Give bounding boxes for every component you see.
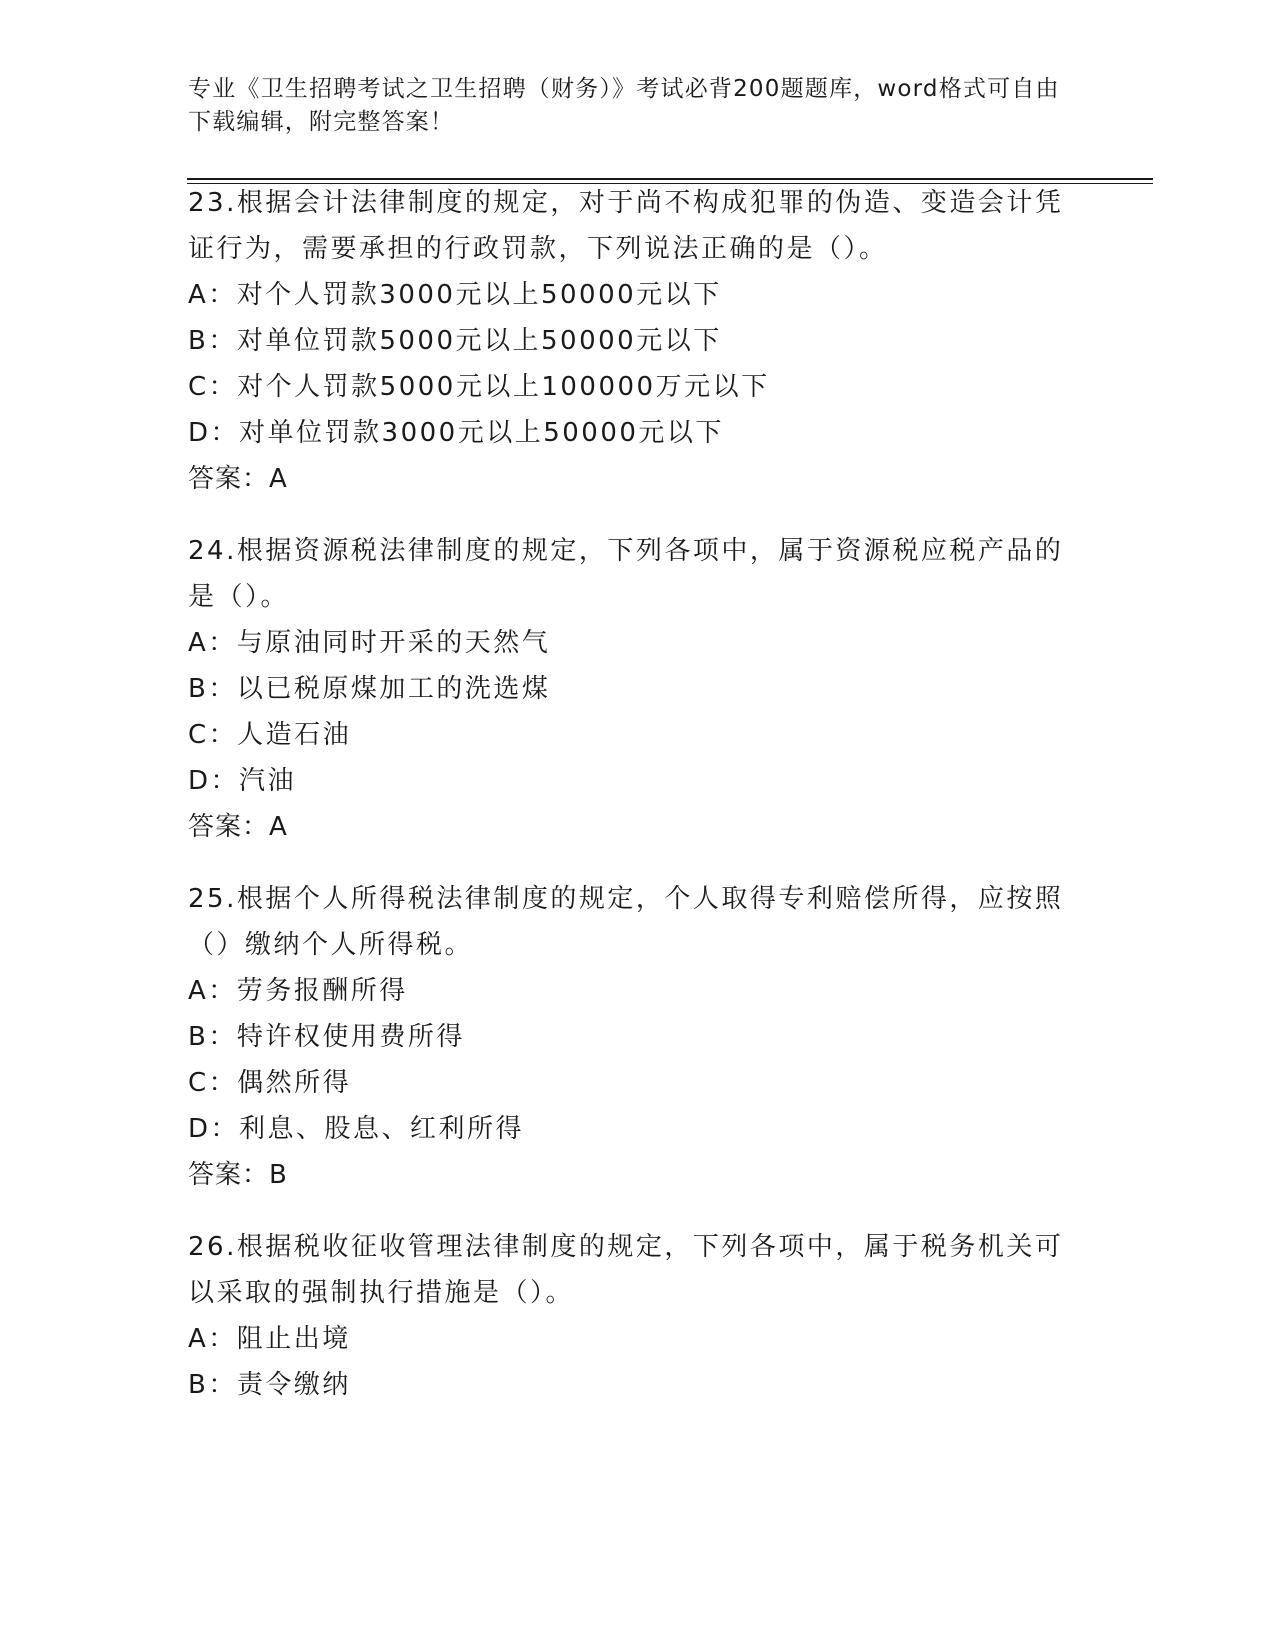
option-c: C：偶然所得 [188,1068,352,1098]
document-header: 专业《卫生招聘考试之卫生招聘（财务）》考试必背200题题库，word格式可自由下载编辑，附完整答案！ [188,76,1060,135]
option-c: C：人造石油 [188,720,352,750]
option-d: D：利息、股息、红利所得 [188,1114,525,1144]
option-a: A：劳务报酬所得 [188,976,408,1006]
option-list [188,1316,1088,1408]
option-b: B：对单位罚款5000元以上50000元以下 [188,326,722,356]
option-list [188,968,1088,1152]
option-a: A：阻止出境 [188,1324,351,1354]
option-c: C：对个人罚款5000元以上100000万元以下 [188,372,770,402]
option-d: D：汽油 [188,766,297,796]
answer-line: 答案：A [188,812,288,842]
question-25 [188,876,1088,1198]
question-stem: 24.根据资源税法律制度的规定，下列各项中，属于资源税应税产品的是（）。 [188,536,1064,612]
option-list [188,272,1088,456]
option-b: B：责令缴纳 [188,1370,351,1400]
question-23 [188,180,1088,502]
question-stem: 26.根据税收征收管理法律制度的规定，下列各项中，属于税务机关可以采取的强制执行措施是（）。 [188,1232,1064,1308]
option-b: B：以已税原煤加工的洗选煤 [188,674,551,704]
question-stem: 23.根据会计法律制度的规定，对于尚不构成犯罪的伪造、变造会计凭证行为，需要承担的行政罚款，下列说法正确的是（）。 [188,188,1064,264]
question-stem: 25.根据个人所得税法律制度的规定，个人取得专利赔偿所得，应按照（）缴纳个人所得税。 [188,884,1064,960]
answer-line: 答案：B [188,1160,288,1190]
option-a: A：对个人罚款3000元以上50000元以下 [188,280,722,310]
option-d: D：对单位罚款3000元以上50000元以下 [188,418,724,448]
question-26 [188,1224,1088,1408]
option-list [188,620,1088,804]
option-b: B：特许权使用费所得 [188,1022,465,1052]
question-24 [188,528,1088,850]
option-a: A：与原油同时开采的天然气 [188,628,551,658]
answer-line: 答案：A [188,464,288,494]
